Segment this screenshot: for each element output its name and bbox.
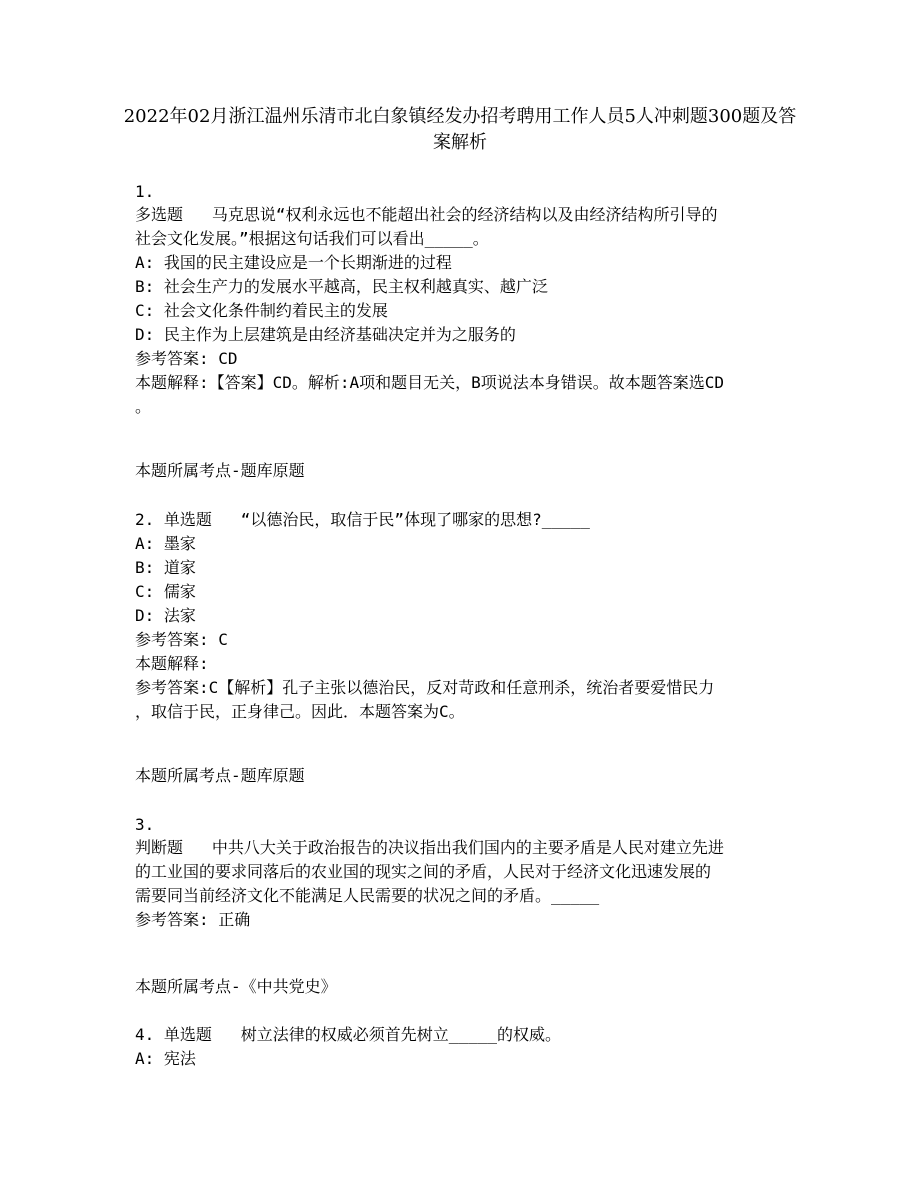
question-1-explanation-line-1: 本题解释:【答案】CD。解析:A项和题目无关，B项说法本身错误。故本题答案选CD xyxy=(135,373,725,392)
question-1-stem-line-1: 多选题 马克思说“权利永远也不能超出社会的经济结构以及由经济结构所引导的 xyxy=(135,205,718,224)
question-2-kaodian: 本题所属考点-题库原题 xyxy=(135,766,305,785)
question-3-stem-line-2: 的工业国的要求同落后的农业国的现实之间的矛盾，人民对于经济文化迅速发展的 xyxy=(135,862,712,881)
question-3-kaodian: 本题所属考点-《中共党史》 xyxy=(135,977,337,996)
question-1-number: 1. xyxy=(135,182,155,201)
question-2-explanation-line-2: ，取信于民，正身律己。因此．本题答案为C。 xyxy=(135,702,465,721)
question-2-option-a: A: 墨家 xyxy=(135,534,196,553)
question-1-stem-line-2: 社会文化发展。”根据这句话我们可以看出_____。 xyxy=(135,229,489,248)
question-2-explanation-label: 本题解释: xyxy=(135,654,209,673)
question-2-answer: 参考答案: C xyxy=(135,630,228,649)
question-1-option-a: A: 我国的民主建设应是一个长期渐进的过程 xyxy=(135,253,452,272)
question-4-option-a: A: 宪法 xyxy=(135,1049,196,1068)
question-3-number: 3. xyxy=(135,815,155,834)
question-2-option-b: B: 道家 xyxy=(135,558,196,577)
title-line-2: 案解析 xyxy=(433,132,487,153)
question-3-stem-line-3: 需要同当前经济文化不能满足人民需要的状况之间的矛盾。_____ xyxy=(135,886,600,905)
question-3-answer: 参考答案: 正确 xyxy=(135,910,251,929)
question-3-stem-line-1: 判断题 中共八大关于政治报告的决议指出我们国内的主要矛盾是人民对建立先进 xyxy=(135,838,724,857)
question-2-explanation-line-1: 参考答案:C【解析】孔子主张以德治民，反对苛政和任意刑杀，统治者要爱惜民力 xyxy=(135,678,715,697)
question-1-option-b: B: 社会生产力的发展水平越高，民主权利越真实、越广泛 xyxy=(135,277,548,296)
document-title xyxy=(120,104,800,156)
question-2-option-c: C: 儒家 xyxy=(135,582,196,601)
question-2-option-d: D: 法家 xyxy=(135,606,196,625)
question-2-stem: 2. 单选题 “以德治民，取信于民”体现了哪家的思想?_____ xyxy=(135,510,590,529)
question-1-option-d: D: 民主作为上层建筑是由经济基础决定并为之服务的 xyxy=(135,325,516,344)
title-line-1: 2022年02月浙江温州乐清市北白象镇经发办招考聘用工作人员5人冲刺题300题及答 xyxy=(123,106,797,127)
question-4-stem: 4. 单选题 树立法律的权威必须首先树立_____的权威。 xyxy=(135,1025,561,1044)
question-1-option-c: C: 社会文化条件制约着民主的发展 xyxy=(135,301,388,320)
question-1-kaodian: 本题所属考点-题库原题 xyxy=(135,461,305,480)
question-1-answer: 参考答案: CD xyxy=(135,349,238,368)
question-1-explanation-line-2: 。 xyxy=(135,397,152,416)
